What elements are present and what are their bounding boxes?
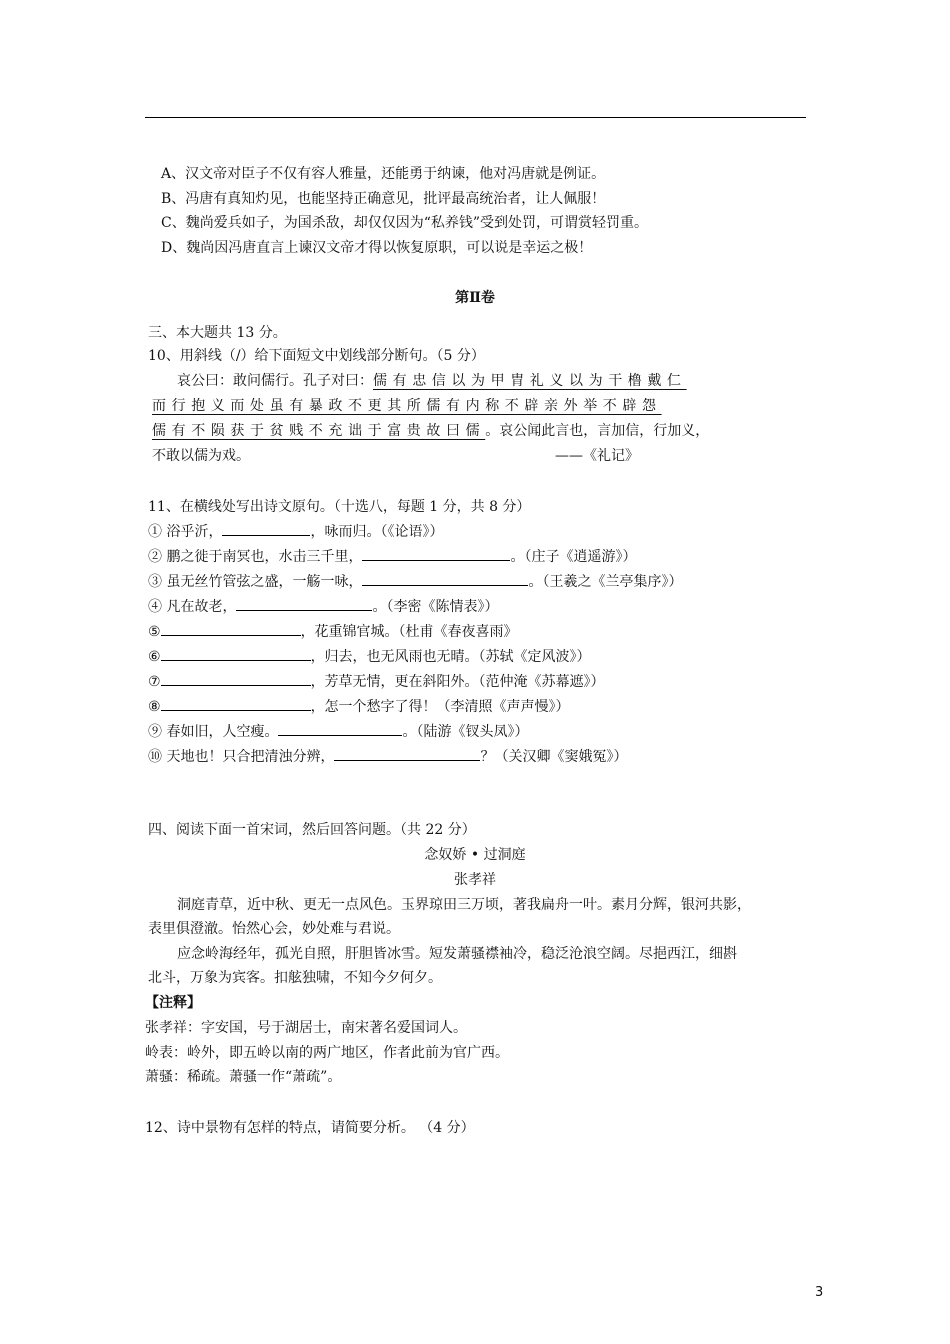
q10-line3 [152,421,709,441]
item-prefix: ② 鹏之徙于南冥也，水击三千里， [148,549,363,565]
q10-underlined-2: 而行抱义而处虽有暴政不更其所儒有内称不辟亲外举不辟怨 [152,398,662,414]
note-1: 张孝祥：字安国，号于湖居士，南宋著名爱国词人。 [145,1020,467,1036]
item-prefix: ⑩ 天地也！只合把清浊分辨， [148,749,335,765]
q10-line4: 不敢以儒为戏。 [152,448,250,464]
item-prefix: ① 浴乎沂， [148,524,223,540]
answer-blank[interactable] [161,646,311,661]
q10-line2 [152,396,662,416]
q10-source: ——《礼记》 [555,448,639,464]
stanza2-line1: 应念岭海经年，孤光自照，肝胆皆冰雪。短发萧骚襟袖冷，稳泛沧浪空阔。尽挹西江，细斟 [177,946,737,962]
item-prefix: ⑥ [148,649,161,665]
q11-item [148,646,591,667]
q11-item [148,746,627,767]
item-suffix: ？（关汉卿《窦娥冤》） [480,749,628,765]
item-prefix: ⑦ [148,674,161,690]
item-prefix: ⑤ [148,624,161,640]
q10-underlined-3: 儒有不陨获于贫贱不充诎于富贵故曰儒 [152,423,486,439]
item-prefix: ③ 虽无丝竹管弦之盛，一觞一咏， [148,574,363,590]
q11-item [148,571,682,592]
stanza2-line2: 北斗，万象为宾客。扣舷独啸，不知今夕何夕。 [148,970,442,986]
item-suffix: ，归去，也无风雨也无晴。（苏轼《定风波》） [310,649,591,665]
answer-blank[interactable] [278,721,402,736]
option-b: B、冯唐有真知灼见，也能坚持正确意见，批评最高统治者，让人佩服！ [161,191,606,207]
option-d: D、魏尚因冯唐直言上谏汉文帝才得以恢复原职，可以说是幸运之极！ [161,240,593,256]
answer-blank[interactable] [161,696,311,711]
q11-item [148,621,518,642]
item-suffix: ，花重锦官城。（杜甫《春夜喜雨》 [300,624,518,640]
item-suffix: 。（陆游《钗头凤》） [402,724,529,740]
answer-blank[interactable] [222,521,310,536]
item-suffix: 。（王羲之《兰亭集序》） [528,574,683,590]
item-prefix: ⑧ [148,699,161,715]
item-suffix: ，咏而归。（《论语》） [310,524,444,540]
note-3: 萧骚：稀疏。萧骚一作“萧疏”。 [145,1069,342,1085]
answer-blank[interactable] [362,571,528,586]
part4-header: 四、阅读下面一首宋词，然后回答问题。（共 22 分） [148,822,476,838]
answer-blank[interactable] [236,596,372,611]
item-suffix: 。（庄子《逍遥游》） [510,549,637,565]
q10-intro: 哀公曰：敢问儒行。孔子对曰： [177,373,373,389]
q11-item [148,671,605,692]
q11-item [148,546,636,567]
stanza1-line1: 洞庭青草，近中秋、更无一点风色。玉界琼田三万顷，著我扁舟一叶。素月分辉，银河共影， [177,897,751,913]
q11-item [148,696,570,717]
q10-line1 [177,371,687,391]
part3-header: 三、本大题共 13 分。 [148,325,287,341]
q11-item [148,721,528,742]
section-title: 第Ⅱ卷 [455,290,495,306]
option-c: C、魏尚爱兵如子，为国杀敌，却仅仅因为“私养钱”受到处罚，可谓赏轻罚重。 [161,215,649,231]
note-2: 岭表：岭外，即五岭以南的两广地区，作者此前为官广西。 [145,1045,509,1061]
q11-item [148,521,443,542]
notes-header: 【注释】 [145,995,201,1011]
answer-blank[interactable] [362,546,510,561]
stanza1-line2: 表里俱澄澈。怡然心会，妙处难与君说。 [148,921,400,937]
poem-title: 念奴娇 • 过洞庭 [424,847,526,863]
answer-blank[interactable] [161,671,311,686]
answer-blank[interactable] [161,621,301,636]
item-prefix: ⑨ 春如旧，人空瘦。 [148,724,279,740]
q12-prompt: 12、诗中景物有怎样的特点，请简要分析。 （4 分） [145,1120,475,1136]
q10-prompt: 10、用斜线（/）给下面短文中划线部分断句。（5 分） [148,348,485,364]
q10-underlined-1: 儒有忠信以为甲胄礼义以为干橹戴仁 [373,373,687,389]
header-rule [145,117,806,118]
item-suffix: ，怎一个愁字了得！（李清照《声声慢》） [310,699,570,715]
item-suffix: 。（李密《陈情表》） [372,599,499,615]
answer-blank[interactable] [334,746,480,761]
q11-prompt: 11、在横线处写出诗文原句。（十选八，每题 1 分，共 8 分） [148,499,531,515]
item-suffix: ，芳草无情，更在斜阳外。（范仲淹《苏幕遮》） [310,674,605,690]
q11-item [148,596,498,617]
poem-author: 张孝祥 [454,872,496,888]
option-a: A、汉文帝对臣子不仅有容人雅量，还能勇于纳谏，他对冯唐就是例证。 [161,166,606,182]
page-number: 3 [815,1285,824,1300]
q10-tail: 。哀公闻此言也，言加信，行加义， [485,423,710,439]
item-prefix: ④ 凡在故老， [148,599,237,615]
